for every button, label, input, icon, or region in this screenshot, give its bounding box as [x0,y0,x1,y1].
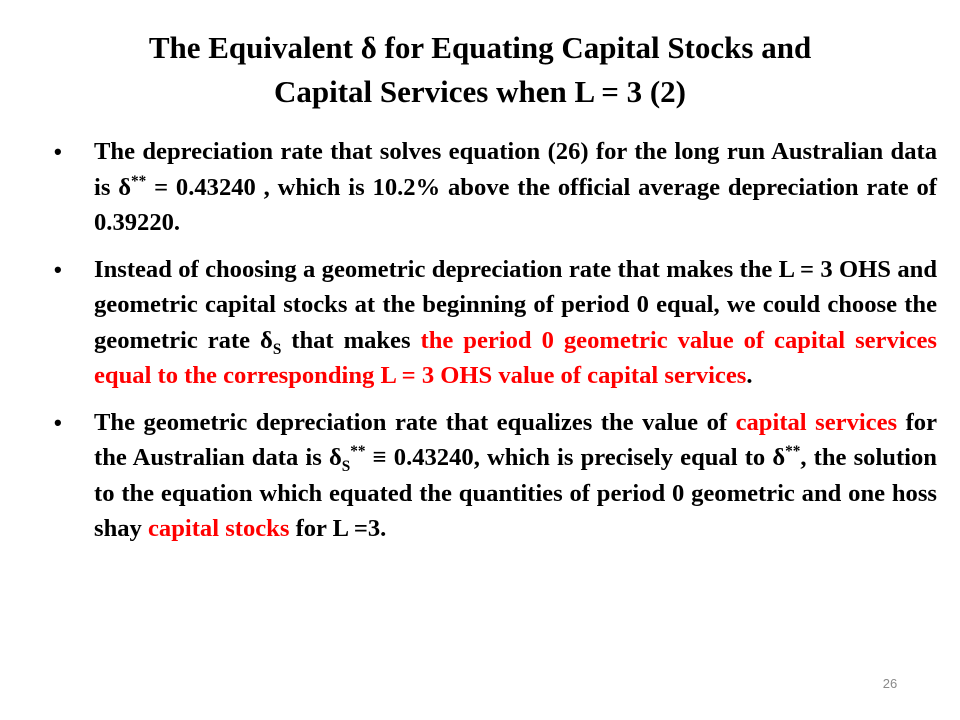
bullet-3-text-d: , the solution to the equation which equated the quantities of period 0 geometric and one hoss shay [94,444,937,542]
bullet-dot-icon: • [54,256,62,282]
title-line-1: The Equivalent δ for Equating Capital Stocks and [148,30,812,65]
bullet-3-superscript: ** [350,442,366,460]
bullet-3-text-a: The geometric depreciation rate that equalizes the value of [94,408,736,436]
bullet-dot-icon: • [54,409,62,435]
bullet-1-text-b: = 0.43240 , which is 10.2% above the official average depreciation rate of 0.39220. [94,173,937,236]
bullet-1-text-a: The depreciation rate that solves equation (26) for the long run Australian data is δ [94,138,937,201]
bullet-dot-icon: • [54,139,62,164]
bullet-2-subscript: S [272,340,282,358]
slide-title [40,26,920,114]
page-number: 26 [882,676,898,691]
bullet-3-superscript-2: ** [785,442,801,460]
bullet-3-text-e: for L =3. [289,515,387,542]
bullet-2-highlight: the period 0 geometric value of capital services equal to the corresponding L = 3 OHS value of capital services [94,326,937,389]
bullet-3-subscript: S [341,457,351,475]
bullet-1-superscript: ** [131,172,147,190]
bullet-item-3 [54,405,937,547]
bullet-3-highlight-1: capital services [735,408,898,436]
bullet-2-text-b: that makes [281,326,421,354]
bullet-3-text-b: for the Australian data is δ [94,408,937,471]
bullet-list [54,134,937,558]
bullet-item-2 [54,252,937,394]
bullet-3-text-c: ≡ 0.43240, which is precisely equal to δ [365,444,786,471]
title-line-2: Capital Services when L = 3 (2) [273,74,687,109]
bullet-3-highlight-2: capital stocks [148,515,290,542]
bullet-2-text-a: Instead of choosing a geometric depreciation rate that makes the L = 3 OHS and geometric capital stocks at the beginning of period 0 equal, we could choose the geometric rate δ [94,255,937,354]
bullet-2-text-c: . [746,362,753,389]
bullet-item-1 [54,134,937,241]
